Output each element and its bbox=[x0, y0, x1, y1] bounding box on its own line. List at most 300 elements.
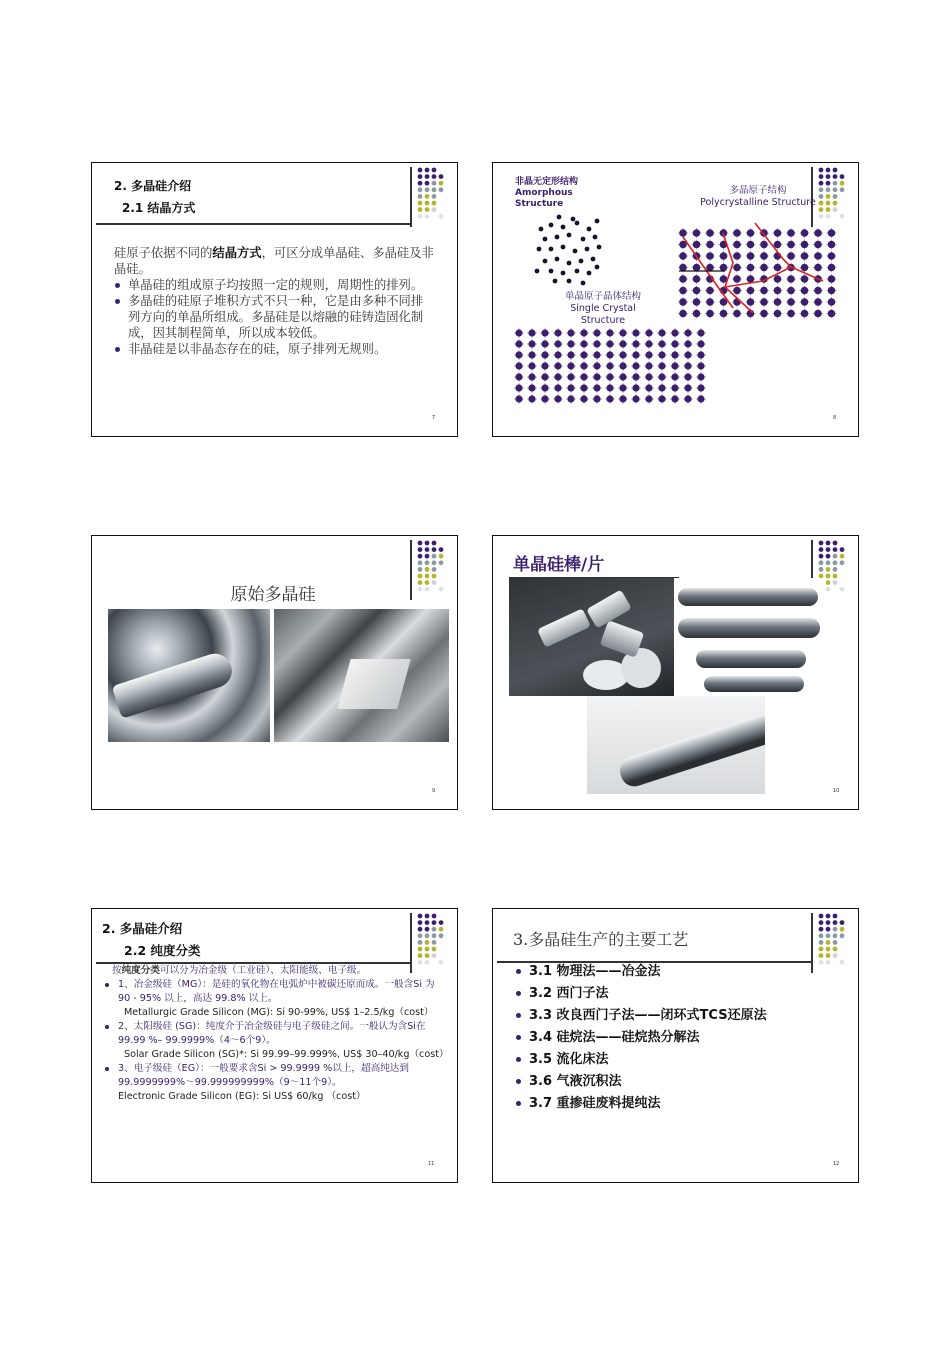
atom-dot bbox=[679, 310, 687, 318]
polysilicon-chunks-photo bbox=[108, 609, 270, 742]
atom-dot bbox=[760, 298, 768, 306]
atom-dot bbox=[515, 340, 522, 347]
decorative-dot bbox=[826, 927, 831, 932]
decorative-dot bbox=[432, 201, 437, 206]
decorative-dot bbox=[840, 933, 845, 938]
page-number: 10 bbox=[833, 788, 840, 794]
atom-dot bbox=[645, 395, 652, 402]
atom-dot bbox=[541, 373, 548, 380]
decorative-dot bbox=[833, 554, 838, 559]
atom-dot bbox=[814, 264, 822, 272]
decorative-dot bbox=[826, 547, 831, 552]
decorative-dot bbox=[826, 574, 831, 579]
decorative-dot bbox=[425, 567, 430, 572]
decorative-dot bbox=[425, 927, 430, 932]
atom-dot bbox=[645, 351, 652, 358]
atom-dot bbox=[774, 287, 782, 295]
decorative-dot bbox=[418, 541, 423, 546]
atom-dot bbox=[580, 329, 587, 336]
atom-dot bbox=[658, 373, 665, 380]
atom-dot bbox=[555, 235, 560, 240]
decorative-dot bbox=[840, 587, 845, 592]
decorative-dot-grid bbox=[416, 913, 446, 968]
atom-dot bbox=[515, 351, 522, 358]
decorative-dot bbox=[425, 947, 430, 952]
list-item: 1、冶金级硅（MG）：是硅的氧化物在电弧炉中被碳还原而成。一般含Si 为90 - 95% 以上，高达 99.8% 以上。 bbox=[104, 978, 444, 1006]
decorative-dot bbox=[418, 187, 423, 192]
atom-dot bbox=[567, 233, 572, 238]
atom-dot bbox=[541, 395, 548, 402]
crystal-structure-diagrams bbox=[493, 163, 859, 437]
decorative-dot bbox=[418, 953, 423, 958]
atom-dot bbox=[554, 373, 561, 380]
atom-dot bbox=[619, 329, 626, 336]
atom-dot bbox=[747, 264, 755, 272]
decorative-dot bbox=[425, 207, 430, 212]
atom-dot bbox=[706, 241, 714, 249]
atom-dot bbox=[801, 229, 809, 237]
decorative-dot bbox=[432, 541, 437, 546]
decorative-dot bbox=[819, 554, 824, 559]
atom-dot bbox=[801, 275, 809, 283]
decorative-dot-grid bbox=[416, 167, 446, 222]
atom-dot bbox=[801, 241, 809, 249]
atom-dot bbox=[733, 310, 741, 318]
decorative-dot bbox=[432, 168, 437, 173]
atom-dot bbox=[828, 298, 836, 306]
atom-dot bbox=[567, 362, 574, 369]
list-item-english: Electronic Grade Silicon (EG): Si US$ 60/kg （cost） bbox=[118, 1091, 366, 1102]
single-crystal-rod-photo bbox=[587, 696, 765, 794]
atom-dot bbox=[787, 298, 795, 306]
amorphous-label-en: Amorphous bbox=[515, 188, 573, 198]
single-label-en-2: Structure bbox=[580, 315, 626, 326]
atom-dot bbox=[801, 264, 809, 272]
decorative-dot bbox=[418, 214, 423, 219]
atom-dot bbox=[733, 241, 741, 249]
decorative-dot bbox=[432, 554, 437, 559]
decorative-dot bbox=[418, 940, 423, 945]
decorative-dot bbox=[418, 554, 423, 559]
decorative-dot bbox=[432, 187, 437, 192]
decorative-dot bbox=[418, 920, 423, 925]
decorative-dot bbox=[418, 914, 423, 919]
decorative-dot bbox=[439, 547, 444, 552]
atom-dot bbox=[645, 362, 652, 369]
atom-dot bbox=[571, 217, 576, 222]
decorative-dot bbox=[425, 920, 430, 925]
atom-dot bbox=[595, 219, 600, 224]
list-item: 2、太阳级硅 (SG)：纯度介于冶金级硅与电子级硅之间。一般认为含Si在 99.99 %– 99.9999%（4～6个9）。 bbox=[104, 1020, 444, 1048]
atom-dot bbox=[645, 384, 652, 391]
slide-subtitle: 2.1 结晶方式 bbox=[122, 201, 196, 215]
atom-dot bbox=[774, 241, 782, 249]
slide-body bbox=[104, 964, 449, 1104]
decorative-dot bbox=[819, 567, 824, 572]
slide-title: 原始多晶硅 bbox=[230, 585, 316, 605]
atom-dot bbox=[575, 221, 580, 226]
atom-dot bbox=[606, 329, 613, 336]
atom-dot bbox=[528, 329, 535, 336]
atom-dot bbox=[684, 395, 691, 402]
decorative-dot bbox=[432, 947, 437, 952]
atom-dot bbox=[580, 395, 587, 402]
atom-dot bbox=[697, 329, 704, 336]
ingot bbox=[678, 618, 820, 638]
slide-body bbox=[114, 245, 434, 357]
atom-dot bbox=[567, 384, 574, 391]
process-list bbox=[515, 961, 835, 1115]
decorative-dot bbox=[826, 541, 831, 546]
atom-dot bbox=[671, 340, 678, 347]
decorative-dot bbox=[826, 587, 831, 592]
decorative-dot bbox=[432, 933, 437, 938]
poly-label-en: Polycrystalline Structure bbox=[700, 197, 816, 208]
atom-dot bbox=[567, 395, 574, 402]
decorative-dot bbox=[418, 560, 423, 565]
list-item: 非晶硅是以非晶态存在的硅，原子排列无规则。 bbox=[114, 341, 434, 357]
atom-dot bbox=[706, 229, 714, 237]
decorative-dot bbox=[432, 174, 437, 179]
atom-dot bbox=[814, 287, 822, 295]
list-item-english: Metallurgic Grade Silicon (MG): Si 90-99%, US$ 1–2.5/kg（cost） bbox=[124, 1007, 434, 1018]
atom-dot bbox=[593, 362, 600, 369]
atom-dot bbox=[658, 329, 665, 336]
atom-dot bbox=[828, 241, 836, 249]
atom-dot bbox=[593, 235, 598, 240]
atom-dot bbox=[671, 351, 678, 358]
decorative-dot bbox=[418, 547, 423, 552]
decorative-dot bbox=[425, 168, 430, 173]
decorative-dot bbox=[840, 547, 845, 552]
atom-dot bbox=[774, 310, 782, 318]
list-item: 单晶硅的组成原子均按照一定的规则，周期性的排列。 bbox=[114, 277, 434, 293]
atom-dot bbox=[632, 340, 639, 347]
ingot bbox=[678, 588, 818, 606]
atom-dot bbox=[593, 351, 600, 358]
atom-dot bbox=[697, 384, 704, 391]
atom-dot bbox=[541, 384, 548, 391]
atom-dot bbox=[814, 298, 822, 306]
atom-dot bbox=[733, 298, 741, 306]
decorative-dot bbox=[826, 580, 831, 585]
atom-dot bbox=[679, 275, 687, 283]
decorative-dot bbox=[432, 207, 437, 212]
atom-dot bbox=[801, 252, 809, 260]
decorative-dot bbox=[425, 560, 430, 565]
decorative-dot bbox=[840, 554, 845, 559]
atom-dot bbox=[515, 384, 522, 391]
decorative-dot bbox=[833, 920, 838, 925]
atom-dot bbox=[801, 298, 809, 306]
atom-dot bbox=[787, 241, 795, 249]
list-item: 3.2 西门子法 bbox=[515, 983, 835, 1005]
decorative-dot bbox=[840, 927, 845, 932]
decorative-dot bbox=[418, 194, 423, 199]
atom-dot bbox=[801, 310, 809, 318]
single-label-en: Single Crystal bbox=[570, 303, 636, 314]
atom-dot bbox=[733, 252, 741, 260]
decorative-dot bbox=[425, 953, 430, 958]
decorative-dot bbox=[418, 181, 423, 186]
poly-label-cn: 多晶原子结构 bbox=[729, 185, 787, 196]
atom-dot bbox=[541, 351, 548, 358]
atom-dot bbox=[679, 229, 687, 237]
atom-dot bbox=[543, 237, 548, 242]
decorative-dot bbox=[425, 933, 430, 938]
atom-dot bbox=[693, 287, 701, 295]
slide-11 bbox=[91, 908, 458, 1183]
atom-dot bbox=[619, 362, 626, 369]
atom-dot bbox=[684, 340, 691, 347]
atom-dot bbox=[733, 275, 741, 283]
atom-dot bbox=[581, 237, 586, 242]
atom-dot bbox=[679, 264, 687, 272]
atom-dot bbox=[606, 395, 613, 402]
decorative-dot bbox=[425, 174, 430, 179]
atom-dot bbox=[814, 241, 822, 249]
atom-dot bbox=[747, 252, 755, 260]
decorative-dot bbox=[439, 933, 444, 938]
ingot bbox=[696, 650, 806, 668]
atom-dot bbox=[581, 281, 586, 286]
decorative-dot bbox=[439, 174, 444, 179]
atom-dot bbox=[747, 275, 755, 283]
atom-dot bbox=[697, 362, 704, 369]
atom-dot bbox=[828, 275, 836, 283]
atom-dot bbox=[595, 265, 600, 270]
list-item: 3、电子级硅（EG）：一般要求含Si > 99.9999 %以上，超高纯达到99.9999999%～99.999999999%（9～11个9）。 bbox=[104, 1062, 444, 1090]
polysilicon-rod bbox=[112, 649, 237, 718]
decorative-dot bbox=[432, 194, 437, 199]
decorative-dot bbox=[432, 927, 437, 932]
decorative-dot bbox=[833, 541, 838, 546]
decorative-dot bbox=[840, 560, 845, 565]
decorative-dot bbox=[819, 560, 824, 565]
atom-dot bbox=[645, 373, 652, 380]
decorative-dot bbox=[840, 960, 845, 965]
atom-dot bbox=[814, 229, 822, 237]
atom-dot bbox=[593, 329, 600, 336]
atom-dot bbox=[593, 340, 600, 347]
slide-10 bbox=[492, 535, 859, 810]
atom-dot bbox=[580, 384, 587, 391]
atom-dot bbox=[619, 384, 626, 391]
decorative-dot bbox=[819, 933, 824, 938]
decorative-dot bbox=[425, 547, 430, 552]
atom-dot bbox=[554, 351, 561, 358]
atom-dot bbox=[632, 384, 639, 391]
atom-dot bbox=[774, 229, 782, 237]
slide-title: 3.多晶硅生产的主要工艺 bbox=[513, 930, 689, 949]
atom-dot bbox=[760, 252, 768, 260]
atom-dot bbox=[619, 395, 626, 402]
atom-dot bbox=[554, 329, 561, 336]
atom-dot bbox=[671, 384, 678, 391]
atom-dot bbox=[515, 373, 522, 380]
amorphous-label-cn: 非晶无定形结构 bbox=[515, 177, 579, 187]
atom-dot bbox=[515, 329, 522, 336]
decorative-dot bbox=[439, 920, 444, 925]
atom-dot bbox=[606, 373, 613, 380]
decorative-dot bbox=[418, 174, 423, 179]
atom-dot bbox=[606, 351, 613, 358]
slide-8 bbox=[492, 162, 859, 437]
slide-subtitle: 2.2 纯度分类 bbox=[124, 943, 201, 958]
atom-dot bbox=[747, 229, 755, 237]
atom-dot bbox=[697, 340, 704, 347]
decorative-dot bbox=[432, 181, 437, 186]
atom-dot bbox=[693, 264, 701, 272]
page-number: 12 bbox=[833, 1161, 840, 1167]
decorative-dot bbox=[439, 560, 444, 565]
amorphous-label-en-2: Structure bbox=[515, 199, 564, 209]
atom-dot bbox=[645, 329, 652, 336]
atom-dot bbox=[814, 252, 822, 260]
decorative-dot bbox=[833, 933, 838, 938]
atom-dot bbox=[591, 257, 596, 262]
atom-dot bbox=[561, 225, 566, 230]
atom-dot bbox=[658, 351, 665, 358]
decorative-dot bbox=[439, 927, 444, 932]
list-item: 3.1 物理法——冶金法 bbox=[515, 961, 835, 983]
decorative-dot bbox=[826, 940, 831, 945]
atom-dot bbox=[760, 287, 768, 295]
atom-dot bbox=[679, 298, 687, 306]
atom-dot bbox=[814, 310, 822, 318]
atom-dot bbox=[658, 340, 665, 347]
atom-dot bbox=[539, 227, 544, 232]
atom-dot bbox=[658, 362, 665, 369]
atom-dot bbox=[528, 373, 535, 380]
decorative-dot bbox=[819, 547, 824, 552]
atom-dot bbox=[697, 351, 704, 358]
atom-dot bbox=[528, 395, 535, 402]
atom-dot bbox=[693, 229, 701, 237]
decorative-dot bbox=[439, 554, 444, 559]
atom-dot bbox=[585, 247, 590, 252]
atom-dot bbox=[706, 310, 714, 318]
atom-dot bbox=[555, 257, 560, 262]
atom-dot bbox=[561, 245, 566, 250]
atom-dot bbox=[632, 329, 639, 336]
atom-dot bbox=[684, 384, 691, 391]
atom-dot bbox=[567, 340, 574, 347]
page-number: 9 bbox=[432, 788, 436, 794]
decorative-dot bbox=[418, 947, 423, 952]
atom-dot bbox=[528, 340, 535, 347]
decorative-dot bbox=[439, 214, 444, 219]
list-item: 多晶硅的硅原子堆积方式不只一种，它是由多种不同排列方向的单晶所组成。多晶硅是以熔融的硅铸造固化制成，因其制程简单，所以成本较低。 bbox=[114, 293, 434, 341]
decorative-dot bbox=[833, 547, 838, 552]
silicon-ingots-photo bbox=[674, 578, 826, 699]
decorative-dot bbox=[826, 933, 831, 938]
atom-dot bbox=[787, 310, 795, 318]
decorative-dot bbox=[826, 560, 831, 565]
atom-dot bbox=[693, 275, 701, 283]
atom-dot bbox=[747, 241, 755, 249]
atom-dot bbox=[747, 298, 755, 306]
list-item: 3.7 重掺硅废料提纯法 bbox=[515, 1093, 835, 1115]
decorative-dot bbox=[425, 914, 430, 919]
decorative-dot bbox=[425, 214, 430, 219]
atom-dot bbox=[587, 227, 592, 232]
list-item: 3.5 流化床法 bbox=[515, 1049, 835, 1071]
slide-12 bbox=[492, 908, 859, 1183]
intro-paragraph: 按纯度分类可以分为冶金级（工业硅）、太阳能级、电子级。 bbox=[112, 965, 367, 976]
atom-dot bbox=[693, 241, 701, 249]
decorative-dot bbox=[425, 574, 430, 579]
decorative-dot bbox=[425, 554, 430, 559]
decorative-dot bbox=[840, 920, 845, 925]
silicon-wafers-photo bbox=[509, 578, 674, 696]
slide-title: 2. 多晶硅介绍 bbox=[102, 921, 183, 936]
atom-dot bbox=[606, 384, 613, 391]
decorative-dot bbox=[833, 914, 838, 919]
decorative-dot bbox=[418, 201, 423, 206]
atom-dot bbox=[579, 259, 584, 264]
atom-dot bbox=[543, 259, 548, 264]
atom-dot bbox=[541, 329, 548, 336]
decorative-dot bbox=[432, 574, 437, 579]
atom-dot bbox=[828, 264, 836, 272]
decorative-dot bbox=[819, 953, 824, 958]
decorative-dot bbox=[439, 187, 444, 192]
decorative-dot bbox=[826, 947, 831, 952]
atom-dot bbox=[658, 384, 665, 391]
atom-dot bbox=[567, 279, 572, 284]
atom-dot bbox=[632, 395, 639, 402]
atom-dot bbox=[760, 310, 768, 318]
atom-dot bbox=[593, 395, 600, 402]
decorative-dot bbox=[418, 927, 423, 932]
slide-title: 单晶硅棒/片 bbox=[513, 555, 605, 575]
atom-dot bbox=[645, 340, 652, 347]
list-item: 3.6 气液沉积法 bbox=[515, 1071, 835, 1093]
decorative-dot bbox=[833, 567, 838, 572]
atom-dot bbox=[567, 373, 574, 380]
atom-dot bbox=[671, 373, 678, 380]
decorative-dot bbox=[432, 953, 437, 958]
ingot bbox=[704, 676, 804, 692]
decorative-dot bbox=[826, 914, 831, 919]
decorative-dot bbox=[418, 933, 423, 938]
atom-dot bbox=[671, 329, 678, 336]
atom-dot bbox=[828, 229, 836, 237]
decorative-dot bbox=[826, 554, 831, 559]
atom-dot bbox=[760, 241, 768, 249]
decorative-dot bbox=[432, 547, 437, 552]
flake-highlight bbox=[337, 659, 410, 709]
atom-dot bbox=[787, 229, 795, 237]
decorative-dot bbox=[819, 940, 824, 945]
atom-dot bbox=[528, 362, 535, 369]
atom-dot bbox=[515, 362, 522, 369]
decorative-dot bbox=[833, 580, 838, 585]
atom-dot bbox=[684, 362, 691, 369]
decorative-dot bbox=[833, 560, 838, 565]
atom-dot bbox=[632, 373, 639, 380]
atom-dot bbox=[706, 264, 714, 272]
list-item: 3.3 改良西门子法——闭环式TCS还原法 bbox=[515, 1005, 835, 1027]
atom-dot bbox=[606, 340, 613, 347]
atom-dot bbox=[567, 351, 574, 358]
atom-dot bbox=[606, 362, 613, 369]
atom-dot bbox=[580, 373, 587, 380]
decorative-dot bbox=[425, 201, 430, 206]
decorative-dot bbox=[425, 940, 430, 945]
header-divider-horizontal bbox=[96, 223, 410, 225]
